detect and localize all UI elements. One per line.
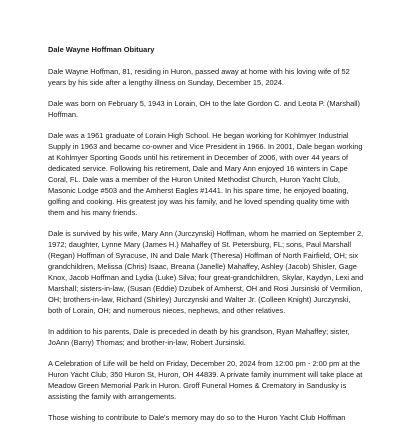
obituary-title: Dale Wayne Hoffman Obituary bbox=[48, 45, 155, 54]
paragraph-intro: Dale Wayne Hoffman, 81, residing in Huron, passed away at home with his loving wife of 52 years by his side after a lengthy illness on Sunday, December 15, 2024. bbox=[48, 67, 350, 87]
paragraph-contributions: Those wishing to contribute to Dale's memory may do so to the Huron Yacht Club Hoffman bbox=[48, 413, 346, 422]
obituary-document bbox=[48, 44, 366, 433]
paragraph-career: Dale was a 1961 graduate of Lorain High School. He began working for Kohlmyer Industrial Supply in 1963 and became co-owner and Vice President in 1966. In 2001, Dale began working at Kohlmyer Sporting Goods until his retirement in December of 2006, with over 44 years of dedicated service. Following his retirement, Dale and Mary Ann enjoyed 16 winters in Cape Coral, FL. Dale was a member of the Huron United Methodist Church, Huron Yacht Club, Masonic Lodge #503 and the Amherst Eagles #1441. In his spare time, he enjoyed boating, golfing and cooking. His greatest joy was his family, and he loved spending quality time with them and his many friends. bbox=[48, 131, 363, 217]
paragraph-celebration: A Celebration of Life will be held on Friday, December 20, 2024 from 12:00 pm - 2:00 pm at the Huron Yacht Club, 350 Huron St, Huron, OH 44839. A private family inurnment will take place at Meadow Green Memorial Park in Huron. Groff Funeral Homes & Crematory in Sandusky is assisting the family with arrangements. bbox=[48, 359, 363, 401]
paragraph-preceded: In addition to his parents, Dale is preceded in death by his grandson, Ryan Mahaffey; sister, JoAnn (Barry) Thomas; and brother-in-law, Robert Jursinski. bbox=[48, 327, 350, 347]
paragraph-survivors: Dale is survived by his wife, Mary Ann (Jurczynski) Hoffman, whom he married on September 2, 1972; daughter, Lynne Mary (James H.) Mahaffey of St. Petersburg, FL; sons, Paul Marshall (Regan) Hoffman of Syracuse, IN and Dale Mark (Theresa) Hoffman of North Fairfield, OH; six grandchildren, Melissa (Chris) Isaac, Breana (Janelle) Mahaffey, Ashley (Jacob) Shisler, Gage Knox, Jacob Hoffman and Lydia (Luke) Silva; four great-grandchildren, Skylar, Kaydyn, Lexi and Marshall; sisters-in-law, (Susan (Eddie) Dzubek of Amherst, OH and Rosi Jursinski of Vermilion, OH; brothers-in-law, Richard (Shirley) Jurczynski and Walter Jr. (Colleen Knight) Jurczynski, both of Lorain, OH; and numerous nieces, nephews, and other relatives. bbox=[48, 229, 364, 315]
paragraph-birth: Dale was born on February 5, 1943 in Lorain, OH to the late Gordon C. and Leota P. (Marshall) Hoffman. bbox=[48, 99, 360, 119]
